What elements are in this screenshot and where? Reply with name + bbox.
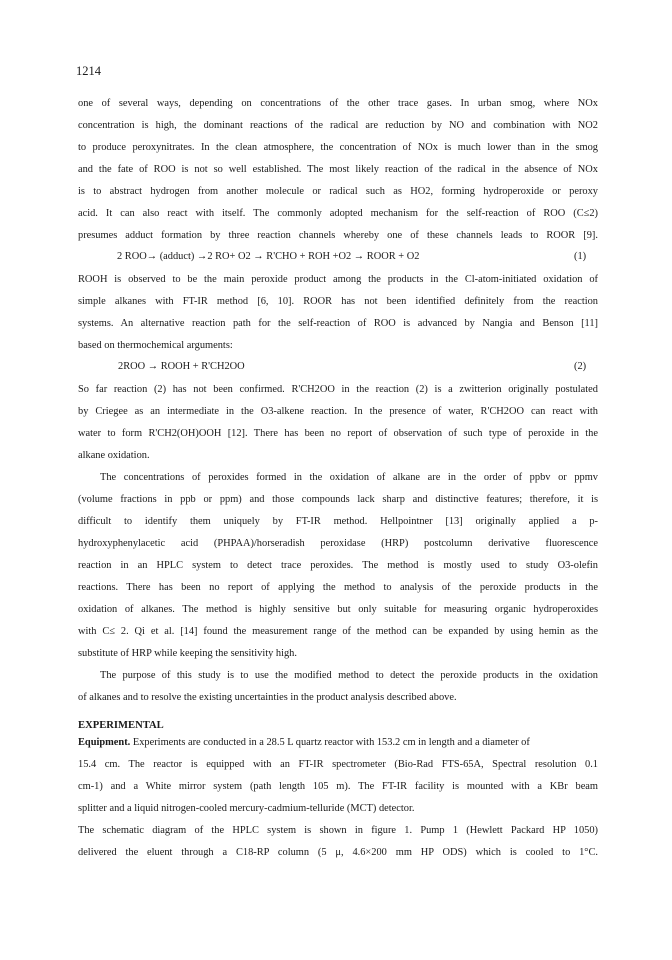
text-line: is to abstract hydrogen from another molecule or radical such as HO2, forming hydroperoxide or peroxy <box>78 186 598 197</box>
text-line: The schematic diagram of the HPLC system is shown in figure 1. Pump 1 (Hewlett Packard HP 1050) <box>78 825 598 836</box>
text-line: of alkanes and to resolve the existing uncertainties in the product analysis described above. <box>78 692 457 703</box>
text-line: water to form R'CH2(OH)OOH [12]. There has been no report of observation of such type of peroxide in the <box>78 428 598 439</box>
text-line: hydroxyphenylacetic acid (PHPAA)/horseradish peroxidase (HRP) postcolumn derivative fluorescence <box>78 538 598 549</box>
text-line: 15.4 cm. The reactor is equipped with an FT-IR spectrometer (Bio-Rad FTS-65A, Spectral resolution 0.1 <box>78 759 598 770</box>
text-line: presumes adduct formation by three reaction channels whereby one of these channels leads to ROOR [9]. <box>78 230 598 241</box>
text-line: reactions. There has been no report of applying the method to analysis of the peroxide products in the <box>78 582 598 593</box>
page-number: 1214 <box>76 64 101 78</box>
equation-2: 2ROO → ROOH + R'CH2OO <box>118 361 245 372</box>
text-line: cm-1) and a White mirror system (path length 105 m). The FT-IR facility is mounted with a KBr beam <box>78 781 598 792</box>
text-line: difficult to identify them uniquely by FT-IR method. Hellpointner [13] originally applied a p- <box>78 516 598 527</box>
text-line: with C≤ 2. Qi et al. [14] found the measurement range of the method can be expanded by using hemin as the <box>78 626 598 637</box>
text-line: acid. It can also react with itself. The commonly adopted mechanism for the self-reaction of ROO (C≤2) <box>78 208 598 219</box>
text-line: simple alkanes with FT-IR method [6, 10]. ROOR has not been identified definitely from the reaction <box>78 296 598 307</box>
text-line: reaction in an HPLC system to detect trace peroxides. The method is mostly used to study O3-olefin <box>78 560 598 571</box>
text-line: by Criegee as an intermediate in the O3-alkene reaction. In the presence of water, R'CH2OO can react with <box>78 406 598 417</box>
equation-1: 2 ROO→ (adduct) →2 RO+ O2 → R'CHO + ROH +O2 → ROOR + O2 <box>117 251 420 262</box>
text-line: substitute of HRP while keeping the sensitivity high. <box>78 648 297 659</box>
text-line: The purpose of this study is to use the modified method to detect the peroxide products in the oxidation <box>100 670 598 681</box>
text-line: (volume fractions in ppb or ppm) and those compounds lack sharp and distinctive features; therefore, it is <box>78 494 598 505</box>
section-heading: EXPERIMENTAL <box>78 720 164 731</box>
text-line: and the fate of ROO is not so well established. The most likely reaction of the radical in the absence of NOx <box>78 164 598 175</box>
text-line: one of several ways, depending on concentrations of the other trace gases. In urban smog, where NOx <box>78 98 598 109</box>
subheading: Equipment. <box>78 737 131 748</box>
text-line: systems. An alternative reaction path for the self-reaction of ROO is advanced by Nangia and Benson [11] <box>78 318 598 329</box>
text-line: The concentrations of peroxides formed in the oxidation of alkane are in the order of ppbv or ppmv <box>100 472 598 483</box>
equation-2-number: (2) <box>574 361 587 372</box>
text-line: ROOH is observed to be the main peroxide product among the products in the Cl-atom-initiated oxidation of <box>78 274 598 285</box>
paragraph-first-line <box>78 736 598 749</box>
text-line: So far reaction (2) has not been confirmed. R'CH2OO in the reaction (2) is a zwitterion originally postulated <box>78 384 598 395</box>
equation-1-number: (1) <box>574 251 587 262</box>
text-line: oxidation of alkanes. The method is highly sensitive but only suitable for measuring organic hydroperoxides <box>78 604 598 615</box>
text-line: to produce peroxynitrates. In the clean atmosphere, the concentration of NOx is much lower than in the smog <box>78 142 598 153</box>
text-line: concentration is high, the dominant reactions of the radical are reduction by NO and combination with NO2 <box>78 120 598 131</box>
text-line: based on thermochemical arguments: <box>78 340 233 351</box>
text-line: Experiments are conducted in a 28.5 L quartz reactor with 153.2 cm in length and a diameter of <box>132 737 530 748</box>
text-line: delivered the eluent through a C18-RP column (5 μ, 4.6×200 mm HP ODS) which is cooled to 1°C. <box>78 847 598 858</box>
text-line: splitter and a liquid nitrogen-cooled mercury-cadmium-telluride (MCT) detector. <box>78 803 415 814</box>
text-line: alkane oxidation. <box>78 450 150 461</box>
